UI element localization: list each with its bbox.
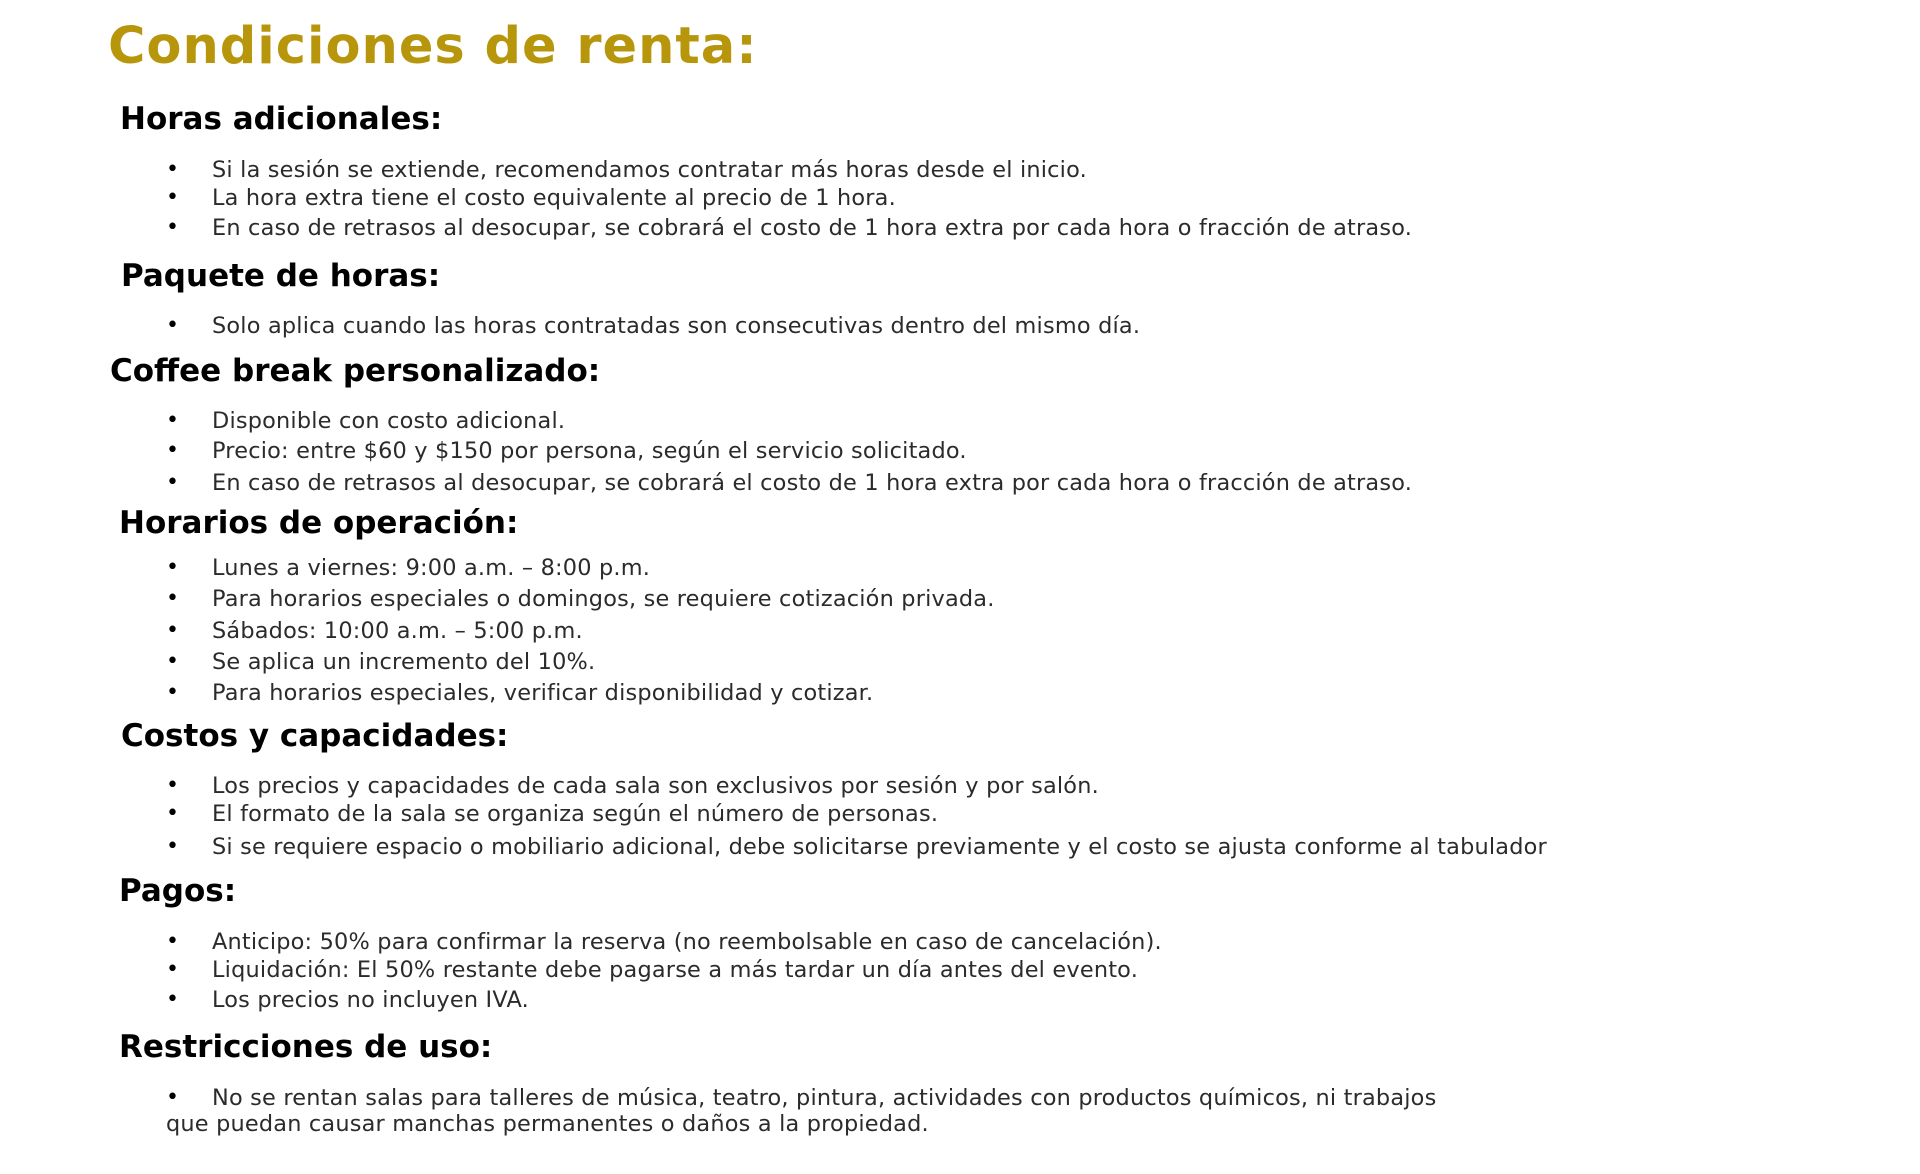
- bullet-icon: •: [166, 834, 180, 859]
- bullet-icon: •: [166, 313, 180, 338]
- bullet-icon: •: [166, 649, 180, 674]
- bullet-icon: •: [166, 438, 180, 463]
- list-item-text: En caso de retrasos al desocupar, se cobrará el costo de 1 hora extra por cada hora o fracción de atraso.: [212, 215, 1413, 241]
- list-item-continuation: que puedan causar manchas permanentes o daños a la propiedad.: [166, 1111, 929, 1137]
- bullet-icon: •: [166, 555, 180, 580]
- list-item-text: Para horarios especiales, verificar disponibilidad y cotizar.: [212, 680, 874, 706]
- list-item-text: El formato de la sala se organiza según el número de personas.: [212, 801, 939, 827]
- section-heading-restricciones: Restricciones de uso:: [119, 1029, 493, 1065]
- list-item-text: Si la sesión se extiende, recomendamos contratar más horas desde el inicio.: [212, 157, 1087, 183]
- list-item-text: En caso de retrasos al desocupar, se cobrará el costo de 1 hora extra por cada hora o fracción de atraso.: [212, 470, 1413, 496]
- bullet-icon: •: [166, 470, 180, 495]
- list-item-text: Precio: entre $60 y $150 por persona, según el servicio solicitado.: [212, 438, 967, 464]
- list-item-text: Se aplica un incremento del 10%.: [212, 649, 596, 675]
- section-heading-costos: Costos y capacidades:: [121, 718, 509, 754]
- list-item-text: Los precios y capacidades de cada sala son exclusivos por sesión y por salón.: [212, 773, 1099, 799]
- list-item-text: No se rentan salas para talleres de música, teatro, pintura, actividades con productos químicos, ni trabajos: [212, 1085, 1437, 1111]
- bullet-icon: •: [166, 929, 180, 954]
- list-item-text: Los precios no incluyen IVA.: [212, 987, 529, 1013]
- section-heading-horas-adicionales: Horas adicionales:: [120, 101, 443, 137]
- section-heading-paquete-de-horas: Paquete de horas:: [121, 258, 441, 294]
- list-item-text: Anticipo: 50% para confirmar la reserva (no reembolsable en caso de cancelación).: [212, 929, 1162, 955]
- bullet-icon: •: [166, 773, 180, 798]
- list-item-text: Lunes a viernes: 9:00 a.m. – 8:00 p.m.: [212, 555, 651, 581]
- list-item-text: Para horarios especiales o domingos, se requiere cotización privada.: [212, 586, 995, 612]
- bullet-icon: •: [166, 408, 180, 433]
- list-item-text: Si se requiere espacio o mobiliario adicional, debe solicitarse previamente y el costo se ajusta conforme al tabulador: [212, 834, 1547, 860]
- bullet-icon: •: [166, 157, 180, 182]
- bullet-icon: •: [166, 185, 180, 210]
- list-item-text: La hora extra tiene el costo equivalente al precio de 1 hora.: [212, 185, 896, 211]
- bullet-icon: •: [166, 1085, 180, 1110]
- bullet-icon: •: [166, 215, 180, 240]
- bullet-icon: •: [166, 680, 180, 705]
- section-heading-horarios: Horarios de operación:: [119, 505, 519, 541]
- bullet-icon: •: [166, 801, 180, 826]
- section-heading-pagos: Pagos:: [119, 873, 237, 909]
- list-item-text: Solo aplica cuando las horas contratadas son consecutivas dentro del mismo día.: [212, 313, 1141, 339]
- page-title: Condiciones de renta:: [108, 17, 758, 76]
- bullet-icon: •: [166, 957, 180, 982]
- bullet-icon: •: [166, 586, 180, 611]
- list-item-text: Disponible con costo adicional.: [212, 408, 566, 434]
- section-heading-coffee-break: Coffee break personalizado:: [110, 353, 601, 389]
- list-item-text: Sábados: 10:00 a.m. – 5:00 p.m.: [212, 618, 583, 644]
- list-item-text: Liquidación: El 50% restante debe pagarse a más tardar un día antes del evento.: [212, 957, 1139, 983]
- bullet-icon: •: [166, 618, 180, 643]
- bullet-icon: •: [166, 987, 180, 1012]
